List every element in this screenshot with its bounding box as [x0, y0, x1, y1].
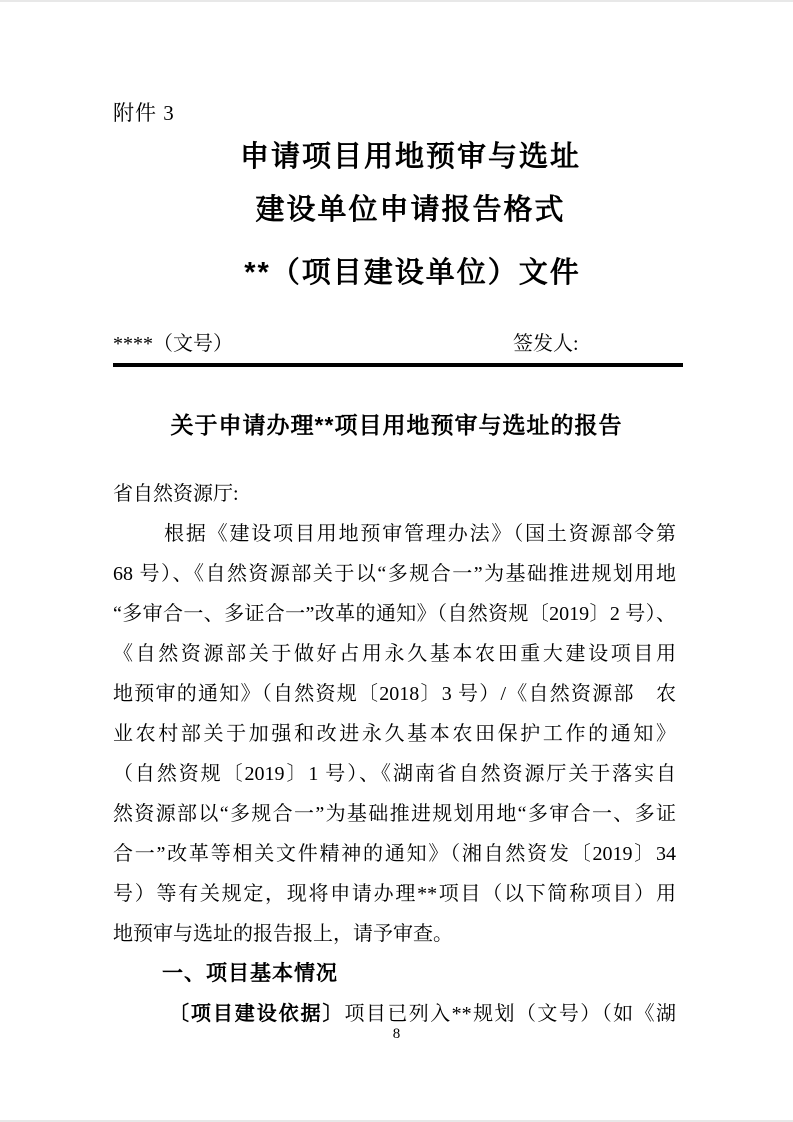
- salutation: 省自然资源厅:: [113, 483, 239, 505]
- body-line: 根据《建设项目用地预审管理办法》（国土资源部令第: [164, 523, 676, 545]
- scan-edge-artifact-top: [0, 0, 793, 2]
- body-line: 《自然资源部关于做好占用永久基本农田重大建设项目用: [113, 643, 676, 665]
- reference-row: [113, 330, 683, 358]
- main-title-line-1: 申请项目用地预审与选址: [239, 141, 581, 173]
- main-title: [14, 131, 793, 237]
- body-line: （自然资规〔2019〕1 号）、《湖南省自然资源厅关于落实自: [113, 763, 676, 785]
- body-line: “多审合一、多证合一”改革的通知》（自然资规〔2019〕2 号）、: [113, 603, 676, 625]
- doc-number: ****（文号）: [113, 333, 233, 355]
- issuer-label: 签发人:: [513, 333, 579, 355]
- basis-text: 项目已列入**规划（文号）（如《湖: [344, 1003, 677, 1025]
- body-line: 然资源部以“多规合一”为基础推进规划用地“多审合一、多证: [113, 803, 676, 825]
- main-title-line-2: 建设单位申请报告格式: [255, 194, 566, 226]
- header-rule: [113, 363, 683, 367]
- body-line: 地预审的通知》（自然资规〔2018〕3 号）/《自然资源部 农: [113, 683, 676, 705]
- report-body: [113, 474, 676, 1034]
- body-line: 地预审与选址的报告报上，请予审查。: [113, 923, 453, 945]
- section-heading: 一、项目基本情况: [162, 962, 338, 985]
- attachment-label: 附件 3: [113, 101, 175, 125]
- body-line: 68 号）、《自然资源部关于以“多规合一”为基础推进规划用地: [113, 563, 676, 585]
- body-line: 合一”改革等相关文件精神的通知》（湘自然资发〔2019〕34: [113, 843, 676, 865]
- basis-label: 〔项目建设依据〕: [169, 1003, 345, 1025]
- body-line: 业农村部关于加强和改进永久基本农田保护工作的通知》: [113, 723, 676, 745]
- body-line: 号）等有关规定，现将申请办理**项目（以下简称项目）用: [113, 883, 676, 905]
- page-number: 8: [392, 1026, 401, 1042]
- doc-type-title: **（项目建设单位）文件: [244, 257, 581, 289]
- report-title: 关于申请办理**项目用地预审与选址的报告: [170, 412, 623, 438]
